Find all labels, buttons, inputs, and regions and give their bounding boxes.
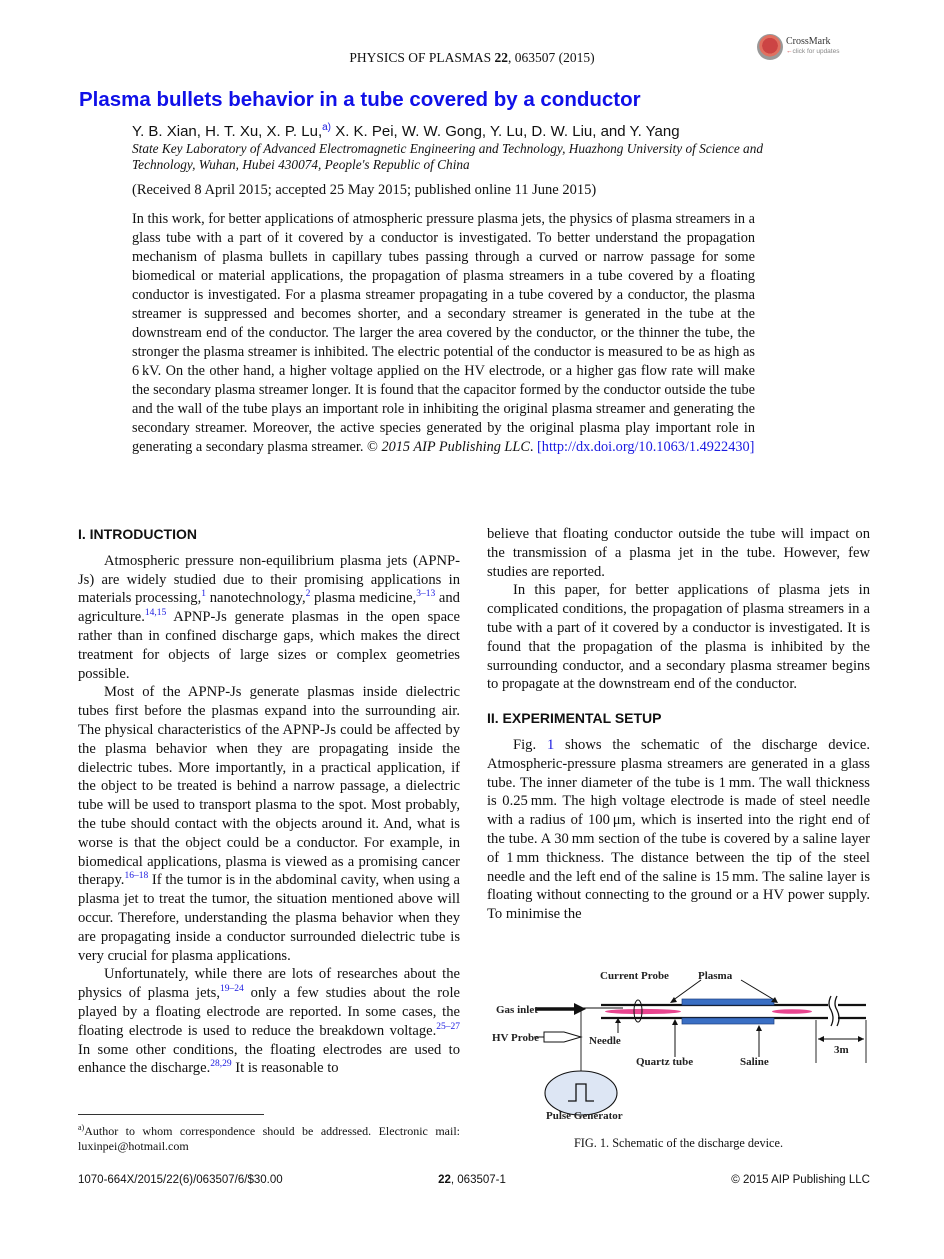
label-current-probe: Current Probe <box>600 970 669 982</box>
citation-link[interactable]: 14,15 <box>144 608 167 619</box>
crossmark-icon <box>757 34 783 60</box>
journal-volume: 22 <box>494 50 509 65</box>
abstract-copyright: 2015 AIP Publishing LLC <box>381 439 530 455</box>
saline-layer-top <box>682 999 774 1005</box>
footer-page-number: 22, 063507-1 <box>438 1174 506 1186</box>
figure-1-schematic <box>488 962 873 1122</box>
label-saline: Saline <box>740 1056 769 1068</box>
arrow-left-icon: ← <box>786 48 793 55</box>
label-gas-inlet: Gas inlet <box>496 1004 538 1016</box>
pulse-generator <box>545 1071 617 1115</box>
footnote-marker: a) <box>78 1123 85 1132</box>
intro-paragraph-4: In this paper, for better applications of plasma jets in complicated conditions, the propagation of plasma streamers in a tube with a part of it covered by a conductor is investigated. It is found that the propagation of the plasma is inhibited by the surrounding conductor, and a secondary plasma streamer begins to propagate at the downstream end of the conductor. <box>487 582 870 693</box>
figure-1-caption: FIG. 1. Schematic of the discharge device. <box>573 1136 784 1150</box>
footnote <box>78 1120 460 1154</box>
crossmark-badge[interactable] <box>757 34 847 62</box>
author-footnote-marker[interactable]: a) <box>322 122 332 133</box>
citation-link[interactable]: 16–18 <box>124 871 149 882</box>
crossmark-sublabel: ←click for updates <box>786 48 840 55</box>
footer-issn: 1070-664X/2015/22(6)/063507/6/$30.00 <box>78 1174 283 1186</box>
citation-link[interactable]: 28,29 <box>210 1059 232 1070</box>
arrowhead <box>818 1036 824 1042</box>
arrowhead <box>672 1019 678 1025</box>
footer-copyright: © 2015 AIP Publishing LLC <box>731 1174 870 1186</box>
journal-name: PHYSICS OF PLASMAS <box>349 50 492 65</box>
label-plasma: Plasma <box>698 970 733 982</box>
intro-paragraph-2: Most of the APNP-Js generate plasmas inside dielectric tubes first before the plasmas expand into the surrounding air. The physical characteristics of the APNP-Js could be affected by the plasma behavior when they are propagating inside the dielectric tubes. More importantly, in a practical application, if the object to be treated is behind a narrow passage, a dielectric tube will be used to transport plasma to the spot. Most probably, the tube should contact with the objects around it. And, what is worse is that the object could be a conductor. For example, in biomedical applications, plasma is viewed as a promising cancer therapy.$^{16-18}$ If the tumor is in the abdominal cavity, when using a plasma jet to treat the tumor, the situation mentioned above will occur. Therefore, understanding the plasma behavior when they are propagating inside a conductor surrounded dielectric tube is very crucial for plasma applications. <box>78 684 460 964</box>
article-title: Plasma bullets behavior in a tube covered by a conductor <box>79 88 641 111</box>
citation-link[interactable]: 3–13 <box>416 589 436 600</box>
hv-probe-body <box>544 1032 581 1042</box>
doi-link[interactable]: [http://dx.doi.org/10.1063/1.4922430] <box>537 439 755 455</box>
saline-layer-bottom <box>682 1018 774 1024</box>
footnote-divider <box>78 1114 264 1115</box>
label-quartz-tube: Quartz tube <box>636 1056 694 1068</box>
citation-link[interactable]: 19–24 <box>219 984 244 995</box>
plasma-secondary <box>772 1009 812 1014</box>
plasma-pointer-right <box>741 980 776 1001</box>
intro-paragraph-3: Unfortunately, while there are lots of researches about the physics of plasma jets,$^{19-24}$ only a few studies about the role played by a floating electrode are reported. In some cases, the floating electrode is used to reduce the breakdown voltage.$^{25-27}$ In some other conditions, the floating electrodes are used to enhance the discharge.$^{28,29}$ It is reasonable to <box>78 966 460 1077</box>
arrowhead <box>858 1036 864 1042</box>
arrowhead <box>756 1025 762 1031</box>
intro-paragraph-1: Atmospheric pressure non-equilibrium plasma jets (APNP-Js) are widely studied due to their promising applications in materials processing,$^1$ nanotechnology,$^2$ plasma medicine,$^{3-13}$ and agriculture.$^{14,15}$ APNP-Js generate plasmas in the open space rather than in confined discharge gaps, which makes the direct treatment for objects of large sizes or complex geometries possible. <box>78 552 460 682</box>
article-info: , 063507 (2015) <box>508 50 595 65</box>
intro-paragraph-3-continued: believe that floating conductor outside the tube will impact on the transmission of a plasma jet in the tube. However, few studies are reported. <box>487 526 870 580</box>
left-column <box>78 525 460 1078</box>
setup-paragraph-1: Fig. 1 shows the schematic of the discharge device. Atmospheric-pressure plasma streamers are generated in a glass tube. The inner diameter of the tube is 1 mm. The wall thickness is 0.25 mm. The high voltage electrode is made of steel needle with a radius of 100 μm, which is inserted into the right end of the tube. A 30 mm section of the tube is covered by a saline layer of 1 mm thickness. The distance between the tip of the steel needle and the left end of the saline is 15 mm. The saline layer is floating without connecting to the ground or a HV power supply. To minimise the <box>487 736 870 923</box>
section-heading-introduction: I. INTRODUCTION <box>78 526 197 542</box>
label-needle: Needle <box>589 1035 621 1047</box>
received-dates: (Received 8 April 2015; accepted 25 May 2015; published online 11 June 2015) <box>132 182 597 198</box>
section-heading-experimental-setup: II. EXPERIMENTAL SETUP <box>487 710 662 727</box>
plasma-pointer-left <box>672 980 701 1001</box>
author-list: Y. B. Xian, H. T. Xu, X. P. Lu,$^{a)}$ X. K. Pei, W. W. Gong, Y. Lu, D. W. Liu, and Y. Yang <box>132 122 680 140</box>
crossmark-label: CrossMark <box>786 36 831 47</box>
right-column <box>487 525 870 924</box>
figure-link[interactable]: 1 <box>546 736 555 753</box>
affiliation: State Key Laboratory of Advanced Electromagnetic Engineering and Technology, Huazhong University of Science and Technology, Wuhan, Hubei 430074, People's Republic of China <box>132 141 763 172</box>
label-pulse-generator: Pulse Generator <box>546 1110 623 1122</box>
label-hv-probe: HV Probe <box>492 1032 539 1044</box>
citation-link[interactable]: 1 <box>201 589 206 600</box>
abstract: In this work, for better applications of atmospheric pressure plasma jets, the physics of plasma streamers in a glass tube with a part of it covered by a conductor is investigated. To better understand the propagation mechanism of plasma bullets in capillary tubes passing through a curved or narrow passage for some biomedical or material applications, the propagation of plasma streamers in a tube covered by a floating conductor is investigated. For a plasma streamer propagating in a tube covered by a conductor, the plasma streamer is suppressed and becomes shorter, and a secondary streamer is generated in the tube at the downstream end of the conductor. The larger the area covered by the conductor, or the thinner the tube, the stronger the plasma streamer is inhibited. The electric potential of the conductor is measured to be as high as 6 kV. On the other hand, a higher voltage applied on the HV electrode, or a higher gas flow rate will make the secondary plasma streamer longer. It is found that the capacitor formed by the conductor outside the tube and the wall of the tube plays an important role in inhibiting the original plasma streamer and generating the secondary streamer. Moreover, the active species generated by the original plasma play important role in generating a secondary plasma streamer. © 2015 AIP Publishing LLC. [http://dx.doi.org/10.1063/1.4922430] <box>132 211 755 455</box>
citation-link[interactable]: 25–27 <box>436 1021 460 1032</box>
citation-link[interactable]: 2 <box>305 589 311 600</box>
plasma-original <box>605 1009 681 1014</box>
footnote-text: Author to whom correspondence should be addressed. Electronic mail: luxinpei@hotmail.com <box>78 1124 460 1153</box>
label-length: 3m <box>834 1044 849 1056</box>
gas-inlet-arrowhead <box>574 1003 586 1015</box>
